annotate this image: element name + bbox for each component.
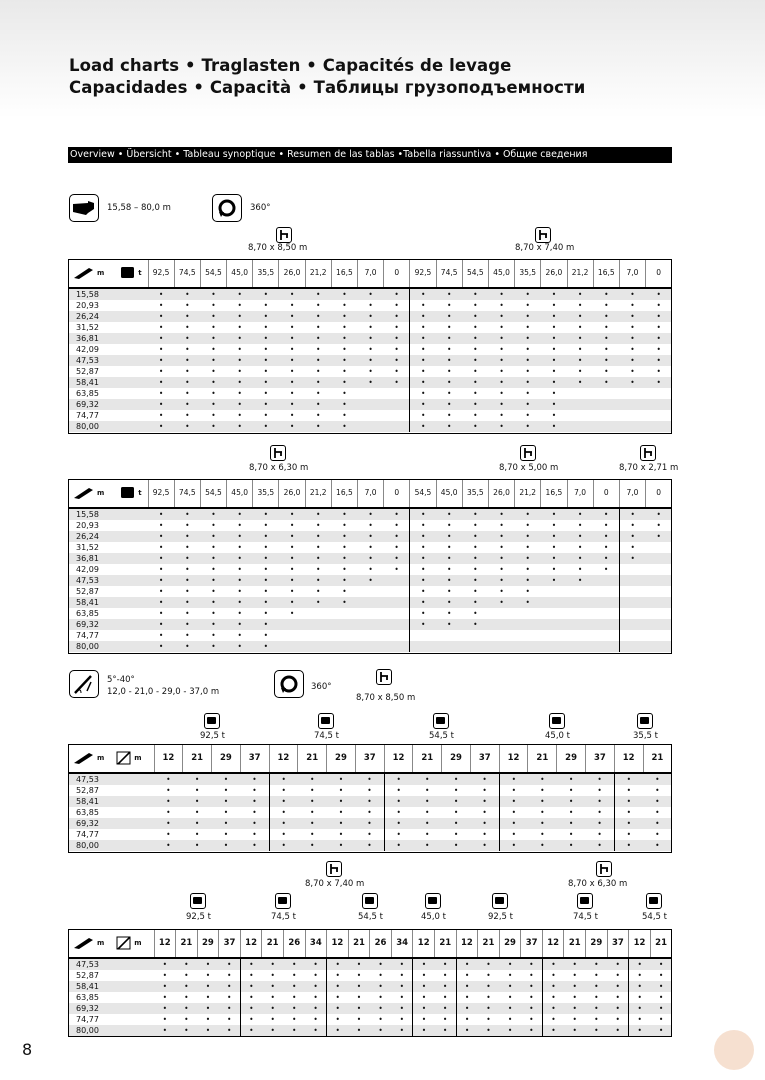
column-header: 74,5 xyxy=(436,259,462,288)
boom-length-icon xyxy=(73,936,95,950)
boom-length-icon xyxy=(73,486,95,500)
outrigger-size-label: 8,70 x 7,40 m xyxy=(515,243,575,253)
column-header: 54,5 xyxy=(200,259,226,288)
column-header: 21 xyxy=(262,929,284,958)
table-row: 80,00 • • • • • • • • • • • • • • • • • • xyxy=(68,840,672,851)
outrigger-icon xyxy=(596,861,612,877)
column-header: 12 xyxy=(327,929,349,958)
boom-length-cell: 58,41 xyxy=(68,597,148,608)
boom-length-cell: 63,85 xyxy=(76,807,99,817)
boom-length-cell: 80,00 xyxy=(68,421,148,432)
column-header: 26,0 xyxy=(279,259,305,288)
load-chart-table-2 xyxy=(68,479,672,652)
outrigger-size-label: 8,70 x 7,40 m xyxy=(305,879,365,889)
outrigger-icon xyxy=(535,227,551,243)
boom-length-cell: 52,87 xyxy=(76,970,99,980)
table-row: 52,87 • • • • • • • • • • • • • • • • • • • • • • • • xyxy=(68,970,672,981)
column-header: 21,2 xyxy=(305,259,331,288)
counterweight-label: 74,5 t xyxy=(573,912,598,922)
boom-length-cell: 47,53 xyxy=(68,773,154,785)
boom-length-cell: 15,58 xyxy=(68,288,148,300)
counterweight-icon xyxy=(190,893,206,909)
boom-length-cell: 52,87 xyxy=(76,586,99,596)
counterweight-icon xyxy=(120,266,136,280)
boom-length-cell: 74,77 xyxy=(76,1014,99,1024)
table-row: 69,32 • • • • • • • • xyxy=(68,619,672,630)
column-header: 12 xyxy=(614,744,643,773)
column-header: 37 xyxy=(470,744,499,773)
column-header: 92,5 xyxy=(148,259,174,288)
table-row: 47,53 • • • • • • • • • • • • • • • • • • xyxy=(68,773,672,785)
slewing-360-icon xyxy=(212,194,242,222)
page-title-line-2: Capacidades • Capacità • Таблицы грузоподъемности xyxy=(69,78,586,97)
table-row: 20,93 • • • • • • • • • • • • • • • • • • • • xyxy=(68,520,672,531)
column-header: 16,5 xyxy=(541,479,567,508)
counterweight-icon xyxy=(362,893,378,909)
boom-length-cell: 80,00 xyxy=(68,1025,154,1036)
column-header: 7,0 xyxy=(358,259,384,288)
table-header-icons: m m xyxy=(68,929,154,958)
column-header: 16,5 xyxy=(593,259,619,288)
table-row: 74,77 • • • • • • • • • • • • • • xyxy=(68,410,672,421)
counterweight-label: 54,5 t xyxy=(358,912,383,922)
boom-length-cell: 47,53 xyxy=(68,958,154,970)
column-header: 12 xyxy=(456,929,478,958)
column-header: 54,5 xyxy=(462,259,488,288)
table-row: 20,93 • • • • • • • • • • • • • • • • • • • • xyxy=(68,300,672,311)
boom-length-cell: 74,77 xyxy=(76,410,99,420)
outrigger-icon xyxy=(270,445,286,461)
column-header: 21,2 xyxy=(305,479,331,508)
column-header: 12 xyxy=(499,744,528,773)
counterweight-label: 45,0 t xyxy=(421,912,446,922)
column-header: 21 xyxy=(435,929,457,958)
table-row: 63,85 • • • • • • • • • • • • • • • • • • xyxy=(68,807,672,818)
counterweight-label: 35,5 t xyxy=(633,731,658,741)
telescopic-boom-icon xyxy=(69,194,99,222)
outrigger-icon xyxy=(326,861,342,877)
table-row: 47,53 • • • • • • • • • • • • • • • • xyxy=(68,575,672,586)
column-header: 21 xyxy=(183,744,212,773)
table-row: 36,81 • • • • • • • • • • • • • • • • • • • xyxy=(68,553,672,564)
counterweight-label: 54,5 t xyxy=(429,731,454,741)
table-row: 58,41 • • • • • • • • • • • • • • • • • • • • • • • • xyxy=(68,981,672,992)
table-row: 63,85 • • • • • • • • • xyxy=(68,608,672,619)
boom-range-label: 15,58 – 80,0 m xyxy=(107,203,171,213)
boom-slew-label: 360° xyxy=(250,203,271,213)
boom-length-cell: 74,77 xyxy=(76,630,99,640)
counterweight-icon xyxy=(637,713,653,729)
table-row: 80,00 • • • • • xyxy=(68,641,672,652)
table-row: 31,52 • • • • • • • • • • • • • • • • • • • • xyxy=(68,322,672,333)
boom-length-cell: 58,41 xyxy=(68,981,154,992)
outrigger-icon xyxy=(376,669,392,685)
column-header: 26 xyxy=(370,929,392,958)
outrigger-icon xyxy=(276,227,292,243)
boom-length-cell: 69,32 xyxy=(68,1003,154,1014)
table-row: 74,77 • • • • • • • • • • • • • • • • • • xyxy=(68,829,672,840)
counterweight-icon xyxy=(275,893,291,909)
slewing-360-icon xyxy=(274,670,304,698)
page-number: 8 xyxy=(22,1040,33,1059)
column-header: 54,5 xyxy=(410,479,436,508)
counterweight-icon xyxy=(204,713,220,729)
column-header: 0 xyxy=(646,479,672,508)
column-header: 45,0 xyxy=(488,259,514,288)
luffing-jib-icon xyxy=(69,670,99,698)
table-row: 58,41 • • • • • • • • • • • • • • • • • • xyxy=(68,796,672,807)
outrigger-icon xyxy=(640,445,656,461)
column-header: 26 xyxy=(283,929,305,958)
column-header: 21 xyxy=(413,744,442,773)
column-header: 29 xyxy=(557,744,586,773)
column-header: 92,5 xyxy=(148,479,174,508)
jib-lengths-label: 12,0 - 21,0 - 29,0 - 37,0 m xyxy=(107,687,220,697)
column-header: 12 xyxy=(154,929,176,958)
table-row: 52,87 • • • • • • • • • • • • • • • • • • xyxy=(68,785,672,796)
boom-length-cell: 31,52 xyxy=(76,542,99,552)
boom-length-icon xyxy=(73,266,95,280)
column-header: 54,5 xyxy=(200,479,226,508)
column-header: 29 xyxy=(197,929,219,958)
outrigger-size-label: 8,70 x 6,30 m xyxy=(249,463,309,473)
jib-length-icon xyxy=(116,936,132,950)
column-header: 16,5 xyxy=(331,479,357,508)
column-header: 16,5 xyxy=(331,259,357,288)
load-chart-table-4 xyxy=(68,929,672,1036)
counterweight-icon xyxy=(318,713,334,729)
column-header: 21 xyxy=(564,929,586,958)
boom-length-cell: 52,87 xyxy=(76,785,99,795)
column-header: 12 xyxy=(154,744,183,773)
column-header: 74,5 xyxy=(174,479,200,508)
column-header: 29 xyxy=(499,929,521,958)
boom-length-cell: 69,32 xyxy=(68,818,154,829)
counterweight-label: 92,5 t xyxy=(488,912,513,922)
table-row: 69,32 • • • • • • • • • • • • • • • • • • • • • • • • xyxy=(68,1003,672,1014)
counterweight-label: 74,5 t xyxy=(314,731,339,741)
column-header: 12 xyxy=(629,929,651,958)
table-row: 63,85 • • • • • • • • • • • • • • • • • • • • • • • • xyxy=(68,992,672,1003)
outrigger-size-label: 8,70 x 8,50 m xyxy=(248,243,308,253)
watermark-logo-icon xyxy=(714,1030,754,1070)
column-header: 21,2 xyxy=(515,479,541,508)
jib-slew-label: 360° xyxy=(311,682,332,692)
boom-length-cell: 80,00 xyxy=(68,641,148,652)
column-header: 45,0 xyxy=(227,259,253,288)
boom-length-cell: 69,32 xyxy=(68,619,148,630)
boom-length-cell: 52,87 xyxy=(76,366,99,376)
boom-length-cell: 74,77 xyxy=(76,829,99,839)
column-header: 7,0 xyxy=(619,259,645,288)
boom-length-cell: 47,53 xyxy=(68,575,148,586)
column-header: 26,0 xyxy=(279,479,305,508)
column-header: 12 xyxy=(269,744,298,773)
table-row: 58,41 • • • • • • • • • • • • • xyxy=(68,597,672,608)
table-row: 15,58 • • • • • • • • • • • • • • • • • • • • xyxy=(68,288,672,300)
outrigger-size-label: 8,70 x 2,71 m xyxy=(619,463,679,473)
boom-length-cell: 42,09 xyxy=(76,344,99,354)
column-header: 74,5 xyxy=(174,259,200,288)
table-row: 52,87 • • • • • • • • • • • • • • • • • • • • xyxy=(68,366,672,377)
outrigger-size-label: 8,70 x 6,30 m xyxy=(568,879,628,889)
table-row: 36,81 • • • • • • • • • • • • • • • • • • • • xyxy=(68,333,672,344)
column-header: 34 xyxy=(391,929,413,958)
column-header: 29 xyxy=(586,929,608,958)
boom-length-cell: 80,00 xyxy=(68,840,154,851)
boom-length-cell: 63,85 xyxy=(76,608,99,618)
jib-angle-label: 5°-40° xyxy=(107,675,135,685)
column-header: 29 xyxy=(442,744,471,773)
column-header: 37 xyxy=(585,744,614,773)
table-row: 26,24 • • • • • • • • • • • • • • • • • • • • xyxy=(68,311,672,322)
column-header: 37 xyxy=(607,929,629,958)
counterweight-icon xyxy=(646,893,662,909)
table-row: 74,77 • • • • • • • • • • • • • • • • • • • • • • • • xyxy=(68,1014,672,1025)
counterweight-label: 45,0 t xyxy=(545,731,570,741)
boom-length-cell: 63,85 xyxy=(76,992,99,1002)
counterweight-icon xyxy=(549,713,565,729)
table-row: 42,09 • • • • • • • • • • • • • • • • • • • • xyxy=(68,344,672,355)
boom-length-cell: 63,85 xyxy=(76,388,99,398)
table-row: 31,52 • • • • • • • • • • • • • • • • • • • xyxy=(68,542,672,553)
table-row: 15,58 • • • • • • • • • • • • • • • • • • • • xyxy=(68,508,672,520)
table-row: 52,87 • • • • • • • • • • • • • xyxy=(68,586,672,597)
column-header: 7,0 xyxy=(619,479,645,508)
load-chart-table-1 xyxy=(68,259,672,432)
table-header-icons: m m xyxy=(68,744,154,773)
boom-length-cell: 42,09 xyxy=(76,564,99,574)
column-header: 37 xyxy=(521,929,543,958)
column-header: 26,0 xyxy=(541,259,567,288)
column-header: 12 xyxy=(542,929,564,958)
outrigger-icon xyxy=(520,445,536,461)
column-header: 37 xyxy=(219,929,241,958)
column-header: 29 xyxy=(212,744,241,773)
boom-length-cell: 58,41 xyxy=(68,796,154,807)
boom-length-cell: 26,24 xyxy=(68,531,148,542)
table-row: 80,00 • • • • • • • • • • • • • • xyxy=(68,421,672,432)
column-header: 35,5 xyxy=(253,259,279,288)
page-title-line-1: Load charts • Traglasten • Capacités de levage xyxy=(69,56,512,75)
table-header-icons: m t xyxy=(68,259,148,288)
column-header: 45,0 xyxy=(227,479,253,508)
counterweight-label: 92,5 t xyxy=(186,912,211,922)
jib-outrigger-label: 8,70 x 8,50 m xyxy=(356,693,416,703)
boom-length-cell: 36,81 xyxy=(68,553,148,564)
counterweight-icon xyxy=(433,713,449,729)
table-row: 26,24 • • • • • • • • • • • • • • • • • • • • xyxy=(68,531,672,542)
table-row: 80,00 • • • • • • • • • • • • • • • • • • • • • • • • xyxy=(68,1025,672,1036)
column-header: 29 xyxy=(327,744,356,773)
column-header: 12 xyxy=(413,929,435,958)
column-header: 0 xyxy=(593,479,619,508)
boom-length-cell: 36,81 xyxy=(68,333,148,344)
column-header: 21 xyxy=(298,744,327,773)
column-header: 21 xyxy=(650,929,672,958)
jib-length-icon xyxy=(116,751,132,765)
column-header: 37 xyxy=(240,744,269,773)
counterweight-icon xyxy=(577,893,593,909)
column-header: 0 xyxy=(646,259,672,288)
counterweight-icon xyxy=(120,486,136,500)
boom-length-cell: 20,93 xyxy=(76,300,99,310)
boom-length-cell: 47,53 xyxy=(68,355,148,366)
column-header: 35,5 xyxy=(253,479,279,508)
overview-bar: Overview • Übersicht • Tableau synoptique • Resumen de las tablas •Tabella riassuntiva • Общие сведения xyxy=(68,147,672,163)
boom-length-cell: 69,32 xyxy=(68,399,148,410)
column-header: 21,2 xyxy=(567,259,593,288)
column-header: 35,5 xyxy=(462,479,488,508)
column-header: 7,0 xyxy=(358,479,384,508)
boom-length-icon xyxy=(73,751,95,765)
counterweight-label: 74,5 t xyxy=(271,912,296,922)
table-row: 47,53 • • • • • • • • • • • • • • • • • • • • • • • • xyxy=(68,958,672,970)
load-chart-table-3 xyxy=(68,744,672,851)
table-row: 42,09 • • • • • • • • • • • • • • • • • • xyxy=(68,564,672,575)
column-header: 0 xyxy=(384,259,410,288)
table-row: 69,32 • • • • • • • • • • • • • • • • • • xyxy=(68,818,672,829)
column-header: 35,5 xyxy=(515,259,541,288)
counterweight-label: 54,5 t xyxy=(642,912,667,922)
column-header: 21 xyxy=(528,744,557,773)
column-header: 21 xyxy=(348,929,370,958)
table-header-icons: m t xyxy=(68,479,148,508)
table-row: 74,77 • • • • • xyxy=(68,630,672,641)
counterweight-label: 92,5 t xyxy=(200,731,225,741)
boom-length-cell: 15,58 xyxy=(68,508,148,520)
counterweight-icon xyxy=(492,893,508,909)
column-header: 7,0 xyxy=(567,479,593,508)
column-header: 34 xyxy=(305,929,327,958)
boom-length-cell: 26,24 xyxy=(68,311,148,322)
boom-length-cell: 31,52 xyxy=(76,322,99,332)
column-header: 21 xyxy=(176,929,198,958)
counterweight-icon xyxy=(425,893,441,909)
column-header: 12 xyxy=(384,744,413,773)
table-row: 69,32 • • • • • • • • • • • • • • xyxy=(68,399,672,410)
column-header: 37 xyxy=(355,744,384,773)
column-header: 21 xyxy=(478,929,500,958)
table-row: 58,41 • • • • • • • • • • • • • • • • • • • • xyxy=(68,377,672,388)
table-row: 47,53 • • • • • • • • • • • • • • • • • • • • xyxy=(68,355,672,366)
boom-length-cell: 20,93 xyxy=(76,520,99,530)
column-header: 0 xyxy=(384,479,410,508)
boom-length-cell: 58,41 xyxy=(68,377,148,388)
table-row: 63,85 • • • • • • • • • • • • • • xyxy=(68,388,672,399)
column-header: 92,5 xyxy=(410,259,436,288)
outrigger-size-label: 8,70 x 5,00 m xyxy=(499,463,559,473)
column-header: 12 xyxy=(240,929,262,958)
column-header: 21 xyxy=(643,744,672,773)
column-header: 45,0 xyxy=(436,479,462,508)
column-header: 26,0 xyxy=(488,479,514,508)
